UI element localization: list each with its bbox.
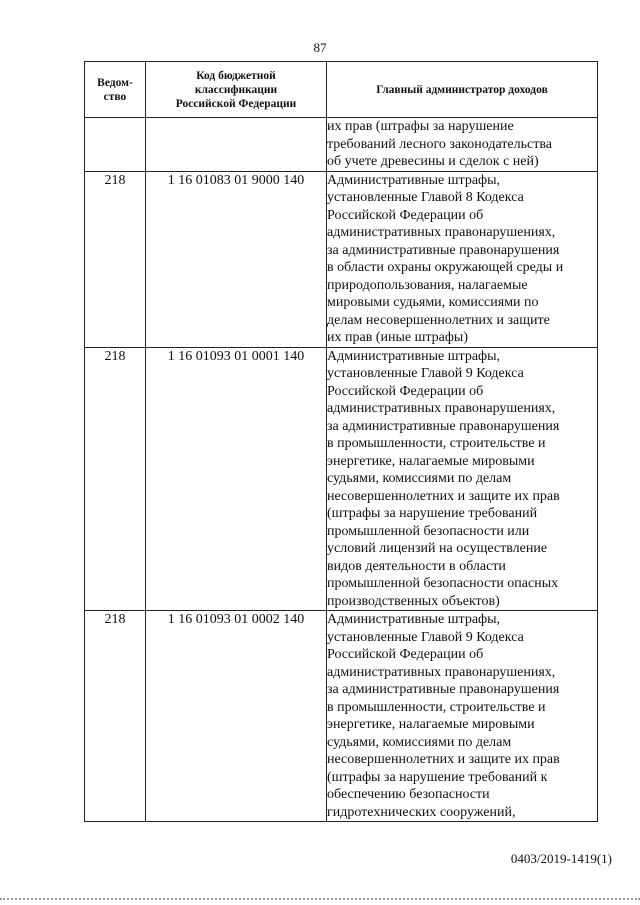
cell-admin-line: установленные Главой 9 Кодекса	[327, 366, 524, 381]
table-row	[85, 347, 598, 611]
cell-admin-line: административных правонарушениях,	[327, 401, 556, 416]
cell-dept: 218	[85, 171, 146, 347]
cell-admin-line: Административные штрафы,	[327, 172, 501, 188]
cell-admin-line: обеспечению безопасности	[327, 787, 490, 802]
table-body	[85, 118, 598, 822]
cell-admin-line: Российской Федерации об	[327, 383, 484, 399]
cell-dept	[85, 118, 146, 172]
cell-code: 1 16 01093 01 0001 140	[146, 347, 327, 611]
cell-admin-line: условий лицензий на осуществление	[327, 541, 548, 556]
cell-admin-line: судьями, комиссиями по делам	[327, 471, 512, 486]
cell-admin-line: установленные Главой 8 Кодекса	[327, 190, 524, 205]
cell-admin-line: Российской Федерации об	[327, 647, 484, 662]
header-admin	[327, 62, 598, 118]
table-row	[85, 118, 598, 172]
cell-admin-line: административных правонарушениях,	[327, 225, 556, 240]
table-row	[85, 611, 598, 822]
header-admin-line: Главный администратор доходов	[376, 83, 548, 96]
cell-admin	[327, 171, 598, 347]
cell-admin-line: их прав (штрафы за нарушение	[327, 119, 514, 134]
cell-admin-line: промышленной безопасности или	[327, 523, 530, 539]
page-number: 87	[313, 40, 327, 55]
header-code-line: классификации	[194, 83, 278, 96]
cell-admin-line: установленные Главой 9 Кодекса	[327, 629, 524, 645]
header-dept-line: ство	[103, 90, 127, 103]
cell-admin	[327, 611, 598, 822]
header-code-line: Код бюджетной	[196, 69, 276, 82]
header-code	[146, 62, 327, 118]
header-code-line: Российской Федерации	[175, 97, 297, 110]
cell-admin-line: (штрафы за нарушение требований	[327, 506, 538, 521]
cell-dept: 218	[85, 347, 146, 611]
header-dept	[85, 62, 146, 118]
cell-admin-line: Административные штрафы,	[327, 348, 501, 364]
cell-admin	[327, 118, 598, 172]
cell-admin-line: видов деятельности в области	[327, 558, 506, 574]
header-dept-line: Ведом-	[97, 76, 133, 89]
cell-dept: 218	[85, 611, 146, 822]
cell-admin-line: природопользования, налагаемые	[327, 277, 528, 293]
cell-admin-line: энергетике, налагаемые мировыми	[327, 453, 535, 469]
cell-admin-line: несовершеннолетних и защите их прав	[327, 488, 560, 504]
cell-admin-line: несовершеннолетних и защите их прав	[327, 752, 560, 767]
cell-admin-line: в промышленности, строительстве и	[327, 699, 546, 715]
cell-code	[146, 118, 327, 172]
page-bottom-edge	[0, 898, 640, 900]
table-row	[85, 171, 598, 347]
cell-admin-line: энергетике, налагаемые мировыми	[327, 717, 535, 732]
cell-code: 1 16 01083 01 9000 140	[146, 171, 327, 347]
cell-admin-line: производственных объектов)	[327, 593, 500, 609]
cell-admin-line: в области охраны окружающей среды и	[327, 260, 564, 275]
cell-admin-line: за административные правонарушения	[327, 682, 560, 697]
cell-admin-line: административных правонарушениях,	[327, 664, 556, 680]
cell-admin-line: Административные штрафы,	[327, 612, 501, 627]
cell-admin-line: судьями, комиссиями по делам	[327, 734, 512, 750]
cell-admin-line: промышленной безопасности опасных	[327, 576, 559, 591]
budget-revenue-table	[84, 61, 598, 822]
table-header-row	[85, 62, 598, 118]
cell-admin-line: в промышленности, строительстве и	[327, 436, 546, 451]
cell-admin-line: их прав (иные штрафы)	[327, 330, 468, 345]
cell-admin-line: гидротехнических сооружений,	[327, 804, 516, 820]
cell-code: 1 16 01093 01 0002 140	[146, 611, 327, 822]
cell-admin-line: (штрафы за нарушение требований к	[327, 769, 548, 785]
cell-admin	[327, 347, 598, 611]
cell-admin-line: об учете древесины и сделок с ней)	[327, 154, 539, 169]
cell-admin-line: за административные правонарушения	[327, 242, 560, 258]
cell-admin-line: делам несовершеннолетних и защите	[327, 312, 550, 328]
cell-admin-line: требований лесного законодательства	[327, 136, 552, 152]
document-footer-code: 0403/2019-1419(1)	[510, 851, 612, 866]
cell-admin-line: мировыми судьями, комиссиями по	[327, 295, 539, 310]
cell-admin-line: за административные правонарушения	[327, 418, 560, 434]
cell-admin-line: Российской Федерации об	[327, 207, 484, 223]
